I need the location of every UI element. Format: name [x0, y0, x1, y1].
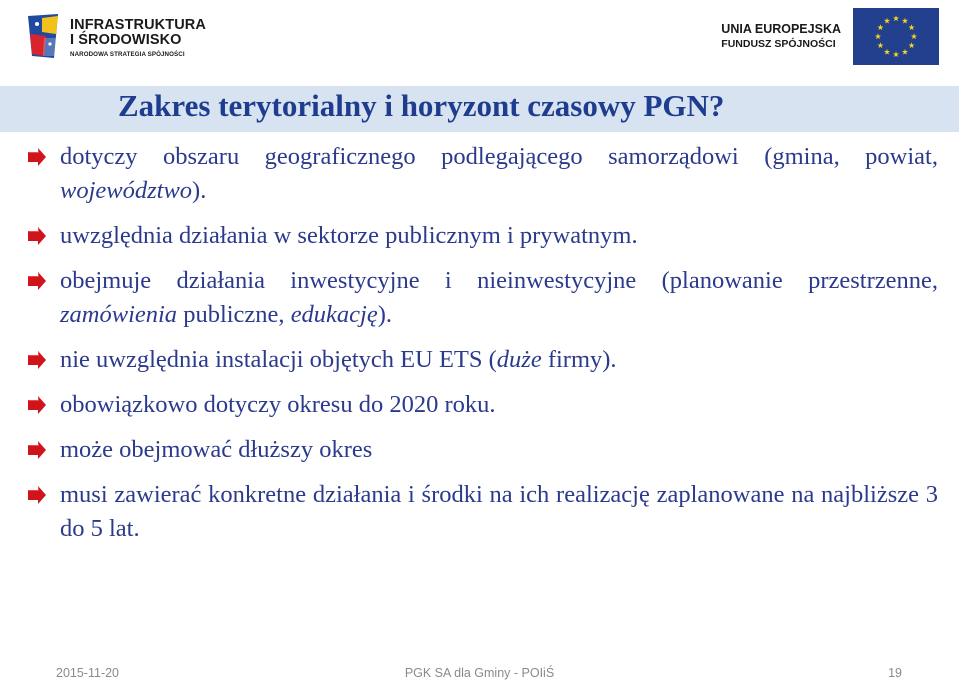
bullet-4-tail: firmy). [541, 346, 617, 373]
footer-date: 2015-11-20 [56, 666, 120, 680]
red-arrow-icon [26, 271, 48, 291]
footer [0, 666, 959, 686]
bullet-6-text: może obejmować dłuższy okres [60, 436, 373, 463]
bullet-item [20, 343, 938, 377]
bullet-item [20, 264, 938, 332]
bullet-3-italic-1: zamówienia [60, 301, 178, 328]
logo-right-line1: UNIA EUROPEJSKA [721, 22, 841, 36]
bullet-2-text: uwzględnia działania w sektorze publicznym i prywatnym. [60, 222, 638, 249]
bullet-7-text: musi zawierać konkretne działania i środki na ich realizację zaplanowane na najbliższe 3 do 5 lat. [60, 481, 938, 542]
logo-left-line2: I ŚRODOWISKO [70, 32, 182, 48]
red-arrow-icon [26, 440, 48, 460]
logo-left-line1: INFRASTRUKTURA [70, 17, 206, 33]
eu-flag-icon [853, 8, 939, 65]
bullet-item [20, 140, 938, 208]
bullet-item [20, 478, 938, 546]
footer-center-text: PGK SA dla Gminy - POIiŚ [404, 666, 555, 680]
red-arrow-icon [26, 395, 48, 415]
bullet-item [20, 433, 938, 467]
bullet-3-italic-2: edukację [290, 301, 378, 328]
bullet-1-italic: województwo [60, 177, 193, 204]
bullet-4-text: nie uwzględnia instalacji objętych EU ETS ( [60, 346, 497, 373]
bullet-5-text: obowiązkowo dotyczy okresu do 2020 roku. [60, 391, 496, 418]
red-arrow-icon [26, 485, 48, 505]
bullet-1-text: dotyczy obszaru geograficznego podlegającego samorządowi (gmina, powiat, [60, 143, 938, 170]
logo-right-line2: FUNDUSZ SPÓJNOŚCI [721, 38, 836, 50]
bullet-list [20, 140, 938, 557]
eu-logo [719, 8, 939, 66]
logo-left-line3: NARODOWA STRATEGIA SPÓJNOŚCI [70, 51, 185, 58]
bullet-1-tail: ). [192, 177, 207, 204]
bullet-3-mid: publiczne, [177, 301, 291, 328]
slide-title: Zakres terytorialny i horyzont czasowy PGN? [118, 88, 725, 123]
red-arrow-icon [26, 226, 48, 246]
bullet-item [20, 219, 938, 253]
infrastruktura-flag-icon [28, 14, 60, 58]
bullet-3-text: obejmuje działania inwestycyjne i nieinwestycyjne (planowanie przestrzenne, [60, 267, 938, 294]
red-arrow-icon [26, 350, 48, 370]
bullet-4-italic: duże [496, 346, 542, 373]
page-number: 19 [888, 666, 902, 680]
infrastruktura-logo [22, 12, 206, 64]
bullet-item [20, 388, 938, 422]
bullet-3-tail: ). [377, 301, 393, 328]
red-arrow-icon [26, 147, 48, 167]
